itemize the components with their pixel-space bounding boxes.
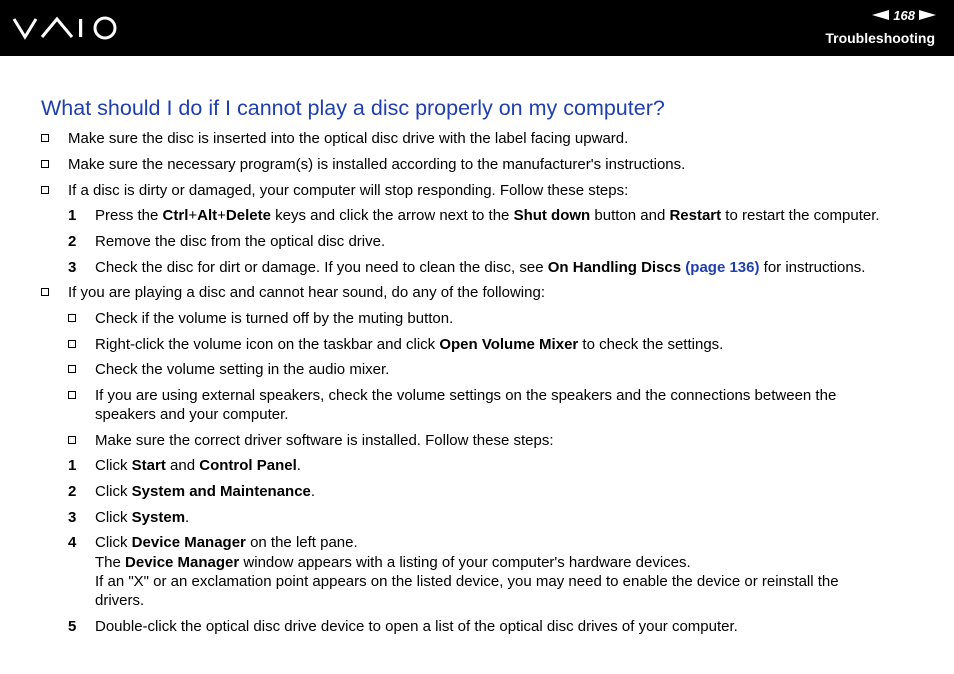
step-text: Click Device Manager on the left pane.	[95, 534, 358, 551]
step-text-continued: drivers.	[95, 592, 145, 609]
sub-bullet-text: Check the volume setting in the audio mixer.	[95, 361, 390, 378]
step-text: Remove the disc from the optical disc drive.	[95, 233, 386, 250]
step-number: 1	[68, 457, 77, 474]
next-page-arrow-icon[interactable]	[919, 10, 936, 20]
step-text: Check the disc for dirt or damage. If you need to clean the disc, see On Handling Discs (page 136) for instructions.	[95, 259, 866, 276]
checkbox-bullet-icon	[68, 340, 76, 348]
bullet-text: Make sure the necessary program(s) is installed according to the manufacturer's instructions.	[68, 156, 686, 173]
step-number: 1	[68, 207, 77, 224]
bullet-text: If you are playing a disc and cannot hear sound, do any of the following:	[68, 284, 545, 301]
previous-page-arrow-icon[interactable]	[872, 10, 889, 20]
step-number: 2	[68, 483, 77, 500]
page-title: What should I do if I cannot play a disc properly on my computer?	[41, 96, 665, 120]
step-text: Click Start and Control Panel.	[95, 457, 301, 474]
sub-bullet-text: Make sure the correct driver software is installed. Follow these steps:	[95, 432, 554, 449]
section-title: Troubleshooting	[825, 30, 935, 46]
step-text-continued: If an "X" or an exclamation point appears on the listed device, you may need to enable the device or reinstall the	[95, 573, 839, 590]
checkbox-bullet-icon	[68, 314, 76, 322]
checkbox-bullet-icon	[41, 160, 49, 168]
page-link[interactable]: (page 136)	[685, 259, 760, 276]
step-text: Press the Ctrl+Alt+Delete keys and click the arrow next to the Shut down button and Restart to restart the computer.	[95, 207, 880, 224]
step-number: 2	[68, 233, 77, 250]
checkbox-bullet-icon	[41, 288, 49, 296]
checkbox-bullet-icon	[68, 436, 76, 444]
page-number: 168	[893, 7, 915, 23]
checkbox-bullet-icon	[41, 186, 49, 194]
sub-bullet-text: Check if the volume is turned off by the muting button.	[95, 310, 454, 327]
bullet-text: If a disc is dirty or damaged, your computer will stop responding. Follow these steps:	[68, 182, 629, 199]
checkbox-bullet-icon	[68, 365, 76, 373]
step-text-continued: The Device Manager window appears with a listing of your computer's hardware devices.	[95, 554, 691, 571]
sub-bullet-text: Right-click the volume icon on the taskbar and click Open Volume Mixer to check the settings.	[95, 336, 724, 353]
sub-bullet-text-continued: speakers and your computer.	[95, 406, 289, 423]
checkbox-bullet-icon	[68, 391, 76, 399]
header-bar	[0, 0, 954, 56]
checkbox-bullet-icon	[41, 134, 49, 142]
bullet-text: Make sure the disc is inserted into the optical disc drive with the label facing upward.	[68, 130, 629, 147]
step-text: Click System and Maintenance.	[95, 483, 316, 500]
step-text: Click System.	[95, 509, 190, 526]
step-number: 4	[68, 534, 77, 551]
sub-bullet-text: If you are using external speakers, check the volume settings on the speakers and the connections between the	[95, 387, 837, 404]
step-number: 5	[68, 618, 77, 635]
vaio-logo	[12, 10, 122, 44]
page-navigation	[872, 7, 936, 23]
step-number: 3	[68, 259, 77, 276]
step-number: 3	[68, 509, 77, 526]
step-text: Double-click the optical disc drive device to open a list of the optical disc drives of your computer.	[95, 618, 738, 635]
